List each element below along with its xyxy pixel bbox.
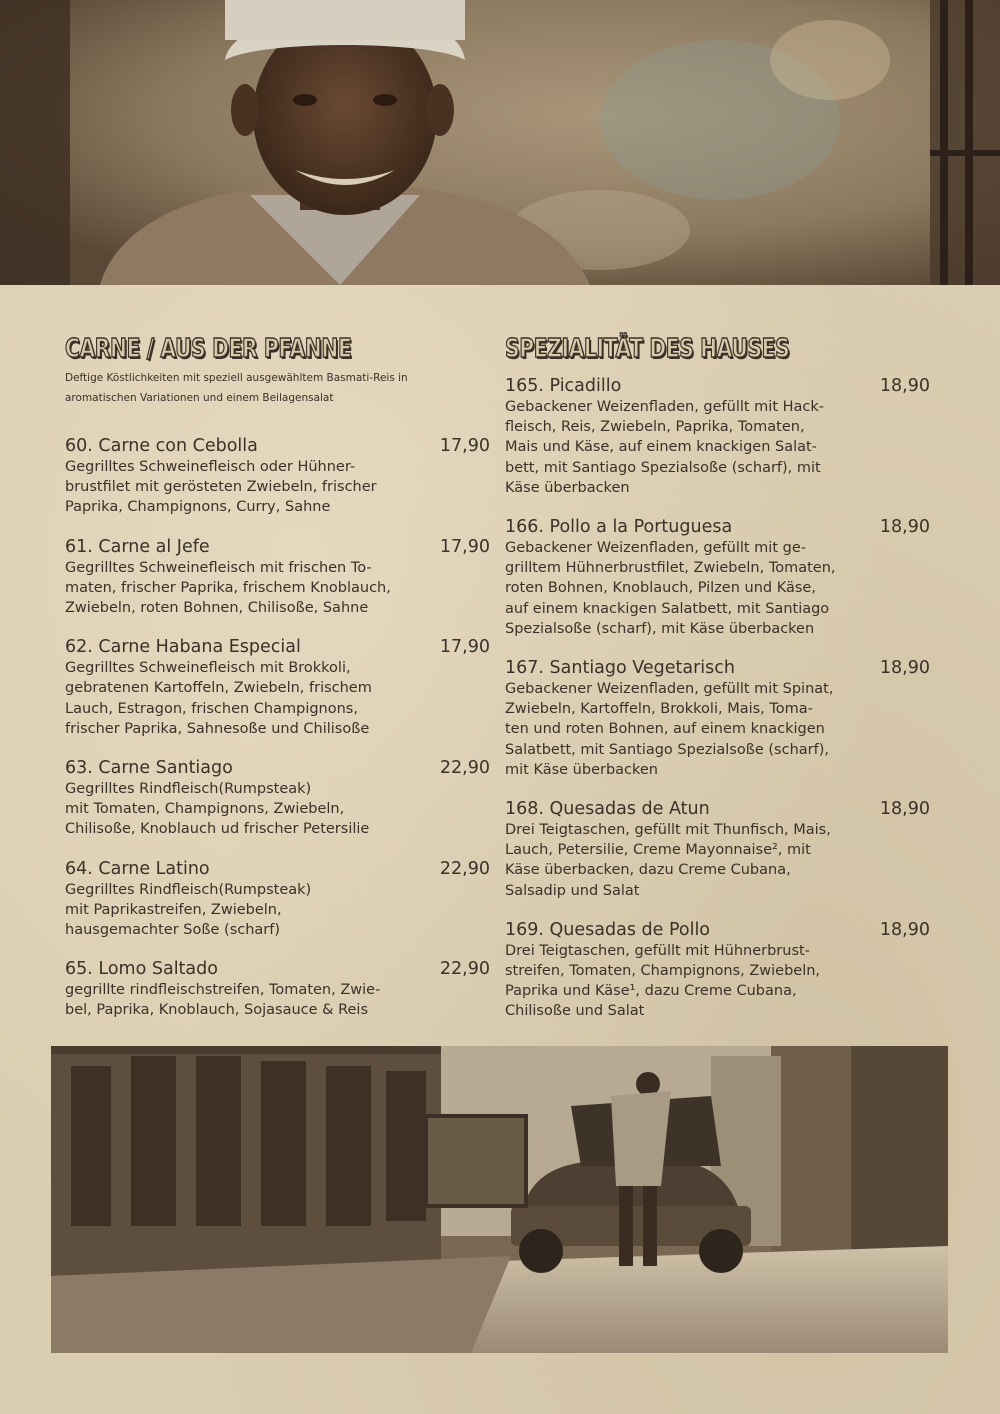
item-price: 18,90	[879, 517, 930, 538]
menu-item	[505, 920, 930, 1022]
menu-item	[65, 637, 490, 739]
item-name: 168. Quesadas de Atun	[505, 799, 710, 820]
section-spezialitaet	[505, 330, 930, 1041]
item-name: 165. Picadillo	[505, 376, 622, 396]
item-description: Gebackener Weizenfladen, gefüllt mit Spinat, Zwiebeln, Kartoffeln, Brokkoli, Mais, Toma- ten und roten Bohnen, auf einem knackigen Salatbett, mit Santiago Spezialsoße (scharf), mit Käse überbacken	[505, 681, 834, 778]
item-description: gegrillte rindfleischstreifen, Tomaten, Zwie- bel, Paprika, Knoblauch, Sojasauce & Reis	[65, 982, 381, 1019]
menu-item	[505, 799, 930, 901]
item-name: 169. Quesadas de Pollo	[505, 919, 711, 940]
spezialitaet-item-list	[505, 376, 930, 1022]
menu-item	[65, 436, 490, 518]
item-price: 22,90	[439, 858, 490, 879]
footer-photo-street-car	[51, 1046, 948, 1353]
section-subtitle-carne: Deftige Köstlichkeiten mit speziell ausgewähltem Basmati-Reis in aromatischen Variationen und einem Beilagensalat	[65, 372, 408, 404]
item-name: 65. Lomo Saltado	[65, 959, 218, 980]
item-price: 18,90	[879, 799, 930, 820]
section-title-carne: CARNE / AUS DER PFANNE	[65, 334, 352, 364]
item-price: 18,90	[879, 919, 930, 940]
item-description: Gebackener Weizenfladen, gefüllt mit Hack- fleisch, Reis, Zwiebeln, Paprika, Tomaten, Mais und Käse, auf einem knackigen Salat- bett, mit Santiago Spezialsoße (scharf), mit Käse überbacken	[505, 399, 825, 496]
item-description: Gegrilltes Schweinefleisch mit Brokkoli, gebratenen Kartoffeln, Zwiebeln, frischem Lauch, Estragon, frischen Champignons, frischer Paprika, Sahnesoße und Chilisoße	[65, 660, 372, 737]
carne-item-list	[65, 436, 490, 1021]
item-description: Drei Teigtaschen, gefüllt mit Hühnerbrust- streifen, Tomaten, Champignons, Zwiebeln, Paprika und Käse¹, dazu Creme Cubana, Chilisoße und Salat	[505, 942, 821, 1020]
section-carne	[65, 330, 490, 1040]
item-name: 64. Carne Latino	[65, 858, 210, 879]
item-name: 63. Carne Santiago	[65, 758, 233, 779]
item-description: Gegrilltes Schweinefleisch oder Hühner- brustfilet mit gerösteten Zwiebeln, frischer Paprika, Champignons, Curry, Sahne	[65, 459, 377, 516]
item-description: Gegrilltes Rindfleisch(Rumpsteak) mit Tomaten, Champignons, Zwiebeln, Chilisoße, Knoblauch ud frischer Petersilie	[65, 781, 370, 838]
item-price: 18,90	[879, 376, 930, 396]
item-description: Gegrilltes Schweinefleisch mit frischen To- maten, frischer Paprika, frischem Knoblauch, Zwiebeln, roten Bohnen, Chilisoße, Sahne	[65, 559, 391, 617]
item-price: 22,90	[439, 758, 490, 779]
item-name: 60. Carne con Cebolla	[65, 436, 258, 456]
item-name: 61. Carne al Jefe	[65, 536, 210, 557]
item-price: 18,90	[879, 658, 930, 679]
photo-illustration	[51, 1046, 948, 1353]
item-price: 17,90	[439, 637, 490, 658]
item-price: 17,90	[439, 436, 490, 456]
menu-item	[505, 517, 930, 639]
item-description: Gegrilltes Rindfleisch(Rumpsteak) mit Paprikastreifen, Zwiebeln, hausgemachter Soße (scharf)	[65, 881, 312, 939]
menu-item	[505, 658, 930, 780]
menu-item	[65, 859, 490, 941]
item-price: 17,90	[439, 536, 490, 557]
item-name: 167. Santiago Vegetarisch	[505, 658, 736, 679]
item-name: 166. Pollo a la Portuguesa	[505, 517, 733, 538]
photo-illustration	[0, 0, 1000, 285]
menu-item	[65, 758, 490, 840]
section-title-spezialitaet: SPEZIALITÄT DES HAUSES	[505, 334, 790, 364]
menu-item	[505, 376, 930, 498]
item-description: Drei Teigtaschen, gefüllt mit Thunfisch, Mais, Lauch, Petersilie, Creme Mayonnaise², mit Käse überbacken, dazu Creme Cubana, Salsadip und Salat	[505, 822, 831, 899]
menu-item	[65, 959, 490, 1020]
menu-item	[65, 537, 490, 619]
item-description: Gebackener Weizenfladen, gefüllt mit ge- grilltem Hühnerbrustfilet, Zwiebeln, Tomaten, roten Bohnen, Knoblauch, Pilzen und Käse, auf einem knackigen Salatbett, mit Santiago Spezialsoße (scharf), mit Käse überbacken	[505, 540, 836, 637]
item-name: 62. Carne Habana Especial	[65, 637, 301, 658]
item-price: 22,90	[439, 959, 490, 980]
header-photo-old-man	[0, 0, 1000, 285]
